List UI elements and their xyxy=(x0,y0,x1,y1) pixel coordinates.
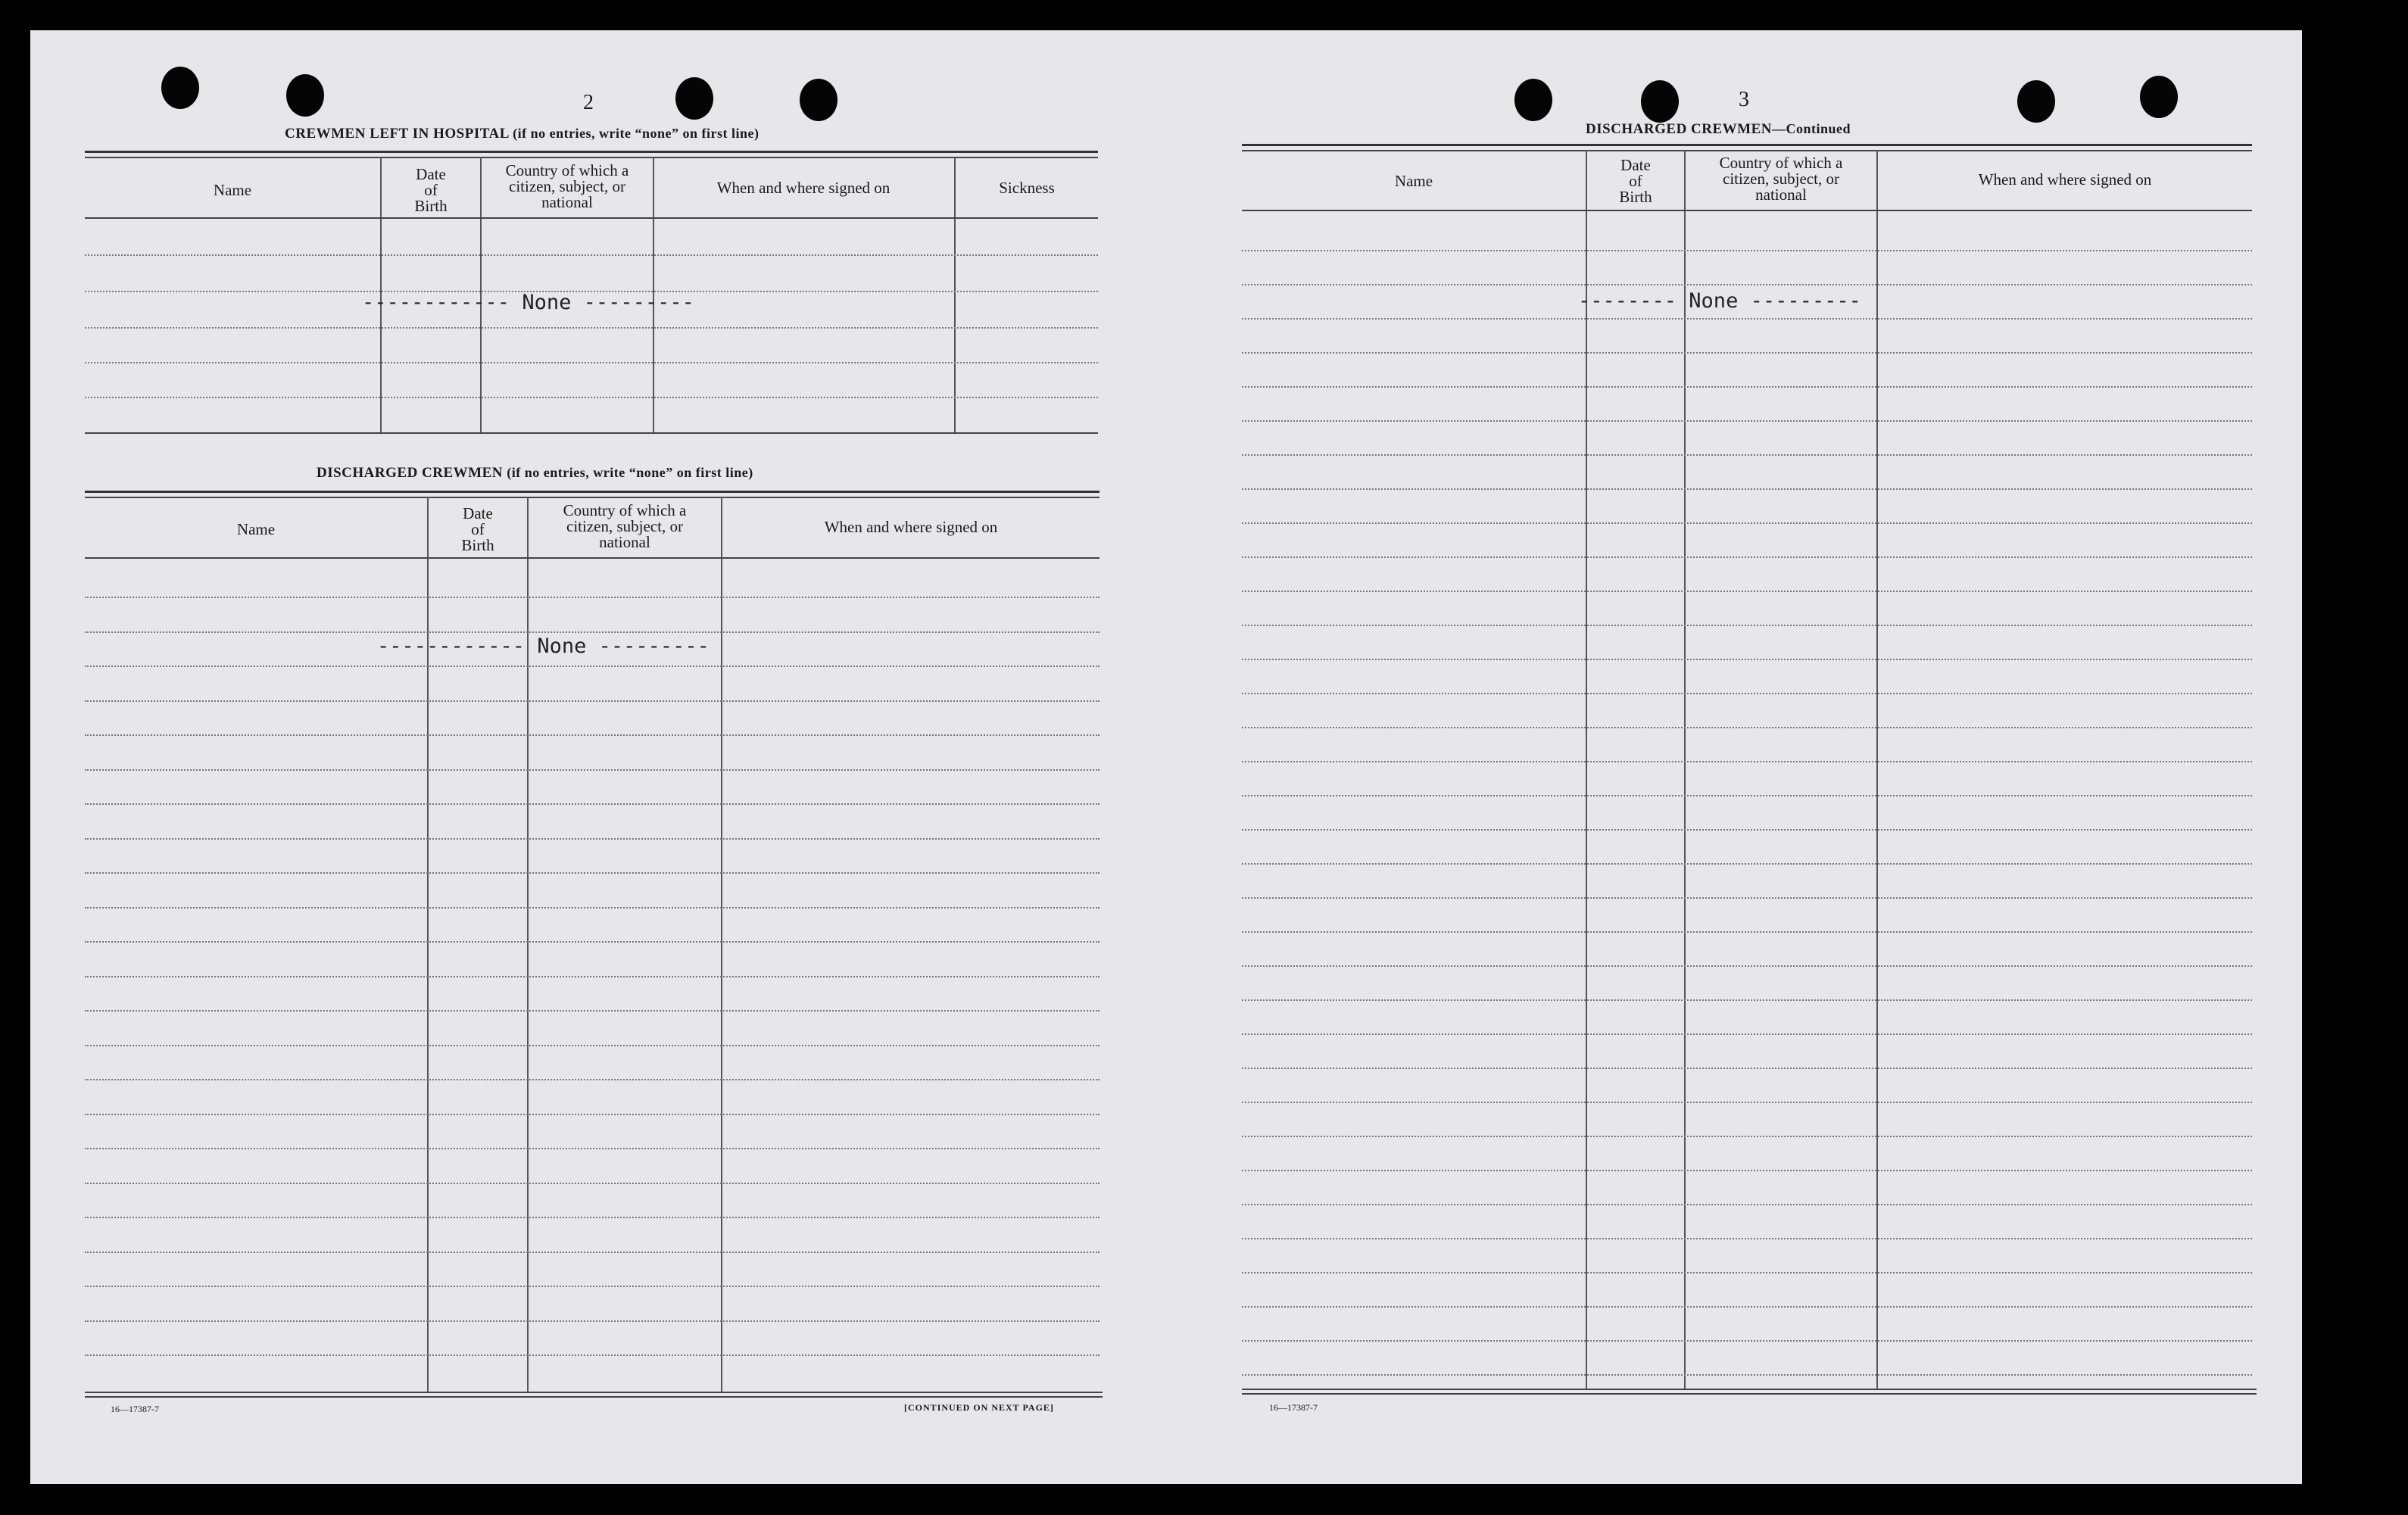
rule xyxy=(85,491,1100,493)
entry-line xyxy=(1242,284,2252,285)
form-number: 16—17387-7 xyxy=(1269,1402,1318,1413)
entry-line xyxy=(1242,454,2252,456)
rule xyxy=(85,557,1100,559)
col-signed-header: When and where signed on xyxy=(716,178,891,197)
entry-line xyxy=(1242,761,2252,762)
entry-line xyxy=(85,1286,1100,1287)
entry-line xyxy=(1242,727,2252,728)
entry-line xyxy=(1242,1033,2252,1035)
page-number: 2 xyxy=(583,91,594,114)
punch-hole xyxy=(675,77,713,120)
entry-line xyxy=(1242,1136,2252,1137)
entry-line xyxy=(1242,591,2252,592)
discharged-heading xyxy=(317,465,753,482)
entry-line xyxy=(1242,386,2252,388)
rule xyxy=(85,497,1100,498)
column-divider xyxy=(1586,150,1587,1389)
hospital-entry-none: ------------ None --------- xyxy=(362,291,694,314)
entry-line xyxy=(85,362,1098,363)
entry-line xyxy=(1242,352,2252,354)
entry-line xyxy=(85,1079,1100,1080)
entry-line xyxy=(85,700,1100,702)
rule xyxy=(1242,1393,2257,1395)
entry-line xyxy=(85,1217,1100,1218)
entry-line xyxy=(85,1045,1100,1046)
entry-line xyxy=(85,631,1100,633)
col-dob-header: Date of Birth xyxy=(414,164,448,215)
hospital-heading-note: (if no entries, write “none” on first line) xyxy=(513,126,760,141)
entry-line xyxy=(1242,1204,2252,1205)
rule xyxy=(85,151,1098,153)
col-sickness-header: Sickness xyxy=(999,178,1055,197)
entry-line xyxy=(85,769,1100,771)
rule xyxy=(1242,144,2252,146)
entry-line xyxy=(1242,795,2252,796)
col-name-header: Name xyxy=(213,180,252,199)
col-country-header: Country of which a citizen, subject, or national xyxy=(1719,153,1843,204)
col-country-header: Country of which a citizen, subject, or national xyxy=(563,500,687,551)
page-number: 3 xyxy=(1739,88,1749,111)
entry-line xyxy=(1242,999,2252,1001)
entry-line xyxy=(85,941,1100,943)
col-country-header: Country of which a citizen, subject, or national xyxy=(505,161,629,211)
continued-entry-none: -------- None --------- xyxy=(1578,289,1861,313)
entry-line xyxy=(1242,965,2252,967)
entry-line xyxy=(1242,522,2252,524)
entry-line xyxy=(85,1148,1100,1149)
entry-line xyxy=(85,734,1100,736)
entry-line xyxy=(1242,659,2252,660)
entry-line xyxy=(1242,318,2252,320)
entry-line xyxy=(85,838,1100,840)
rule xyxy=(85,157,1098,158)
entry-line xyxy=(1242,556,2252,558)
col-signed-header: When and where signed on xyxy=(1978,170,2152,189)
entry-line xyxy=(85,976,1100,977)
entry-line xyxy=(1242,863,2252,865)
entry-line xyxy=(1242,1068,2252,1069)
entry-line xyxy=(85,1252,1100,1253)
rule xyxy=(85,1392,1103,1393)
entry-line xyxy=(85,907,1100,909)
hospital-heading-title: CREWMEN LEFT IN HOSPITAL xyxy=(285,126,509,142)
col-signed-header: When and where signed on xyxy=(824,517,998,536)
entry-line xyxy=(1242,1102,2252,1103)
rule xyxy=(85,432,1098,434)
col-dob-header: Date of Birth xyxy=(461,503,494,554)
punch-hole xyxy=(2017,80,2055,123)
rule xyxy=(85,1396,1103,1398)
discharged-heading-title: DISCHARGED CREWMEN xyxy=(317,465,503,481)
rule xyxy=(1242,210,2252,211)
entry-line xyxy=(1242,625,2252,626)
discharged-heading-title: DISCHARGED CREWMEN xyxy=(1586,121,1772,137)
entry-line xyxy=(1242,420,2252,422)
entry-line xyxy=(85,1320,1100,1322)
entry-line xyxy=(1242,1272,2252,1273)
column-divider xyxy=(1876,150,1878,1389)
entry-line xyxy=(85,327,1098,329)
entry-line xyxy=(85,397,1098,398)
entry-line xyxy=(85,254,1098,256)
discharged-heading-note: (if no entries, write “none” on first line) xyxy=(507,465,753,480)
hospital-heading xyxy=(285,126,760,142)
entry-line xyxy=(85,1354,1100,1356)
punch-hole xyxy=(2140,76,2178,118)
entry-line xyxy=(1242,1374,2252,1376)
entry-line xyxy=(1242,931,2252,933)
col-name-header: Name xyxy=(236,519,276,538)
form-number: 16—17387-7 xyxy=(111,1404,159,1414)
entry-line xyxy=(1242,250,2252,251)
entry-line xyxy=(1242,488,2252,490)
entry-line xyxy=(85,1114,1100,1115)
entry-line xyxy=(85,597,1100,598)
entry-line xyxy=(85,1183,1100,1184)
entry-line xyxy=(1242,1170,2252,1171)
entry-line xyxy=(85,1010,1100,1012)
rule xyxy=(1242,1389,2257,1390)
punch-hole xyxy=(800,79,837,121)
rule xyxy=(85,217,1098,219)
entry-line xyxy=(1242,829,2252,831)
entry-line xyxy=(1242,897,2252,899)
entry-line xyxy=(1242,1340,2252,1342)
col-name-header: Name xyxy=(1394,171,1433,190)
punch-hole xyxy=(161,67,199,109)
entry-line xyxy=(85,872,1100,874)
entry-line xyxy=(85,803,1100,805)
punch-hole xyxy=(286,74,324,117)
discharged-continued-heading xyxy=(1586,121,1851,138)
column-divider xyxy=(1684,150,1686,1389)
column-divider xyxy=(954,157,956,434)
entry-line xyxy=(1242,1306,2252,1308)
discharged-entry-none: ------------ None --------- xyxy=(377,634,710,658)
entry-line xyxy=(1242,1238,2252,1239)
punch-hole xyxy=(1641,80,1679,123)
entry-line xyxy=(1242,693,2252,694)
document-sheet xyxy=(30,30,2302,1484)
col-dob-header: Date of Birth xyxy=(1619,155,1652,206)
entry-line xyxy=(85,666,1100,667)
discharged-heading-cont: —Continued xyxy=(1772,121,1851,136)
continued-note: [CONTINUED ON NEXT PAGE] xyxy=(904,1402,1054,1413)
punch-hole xyxy=(1514,79,1552,121)
